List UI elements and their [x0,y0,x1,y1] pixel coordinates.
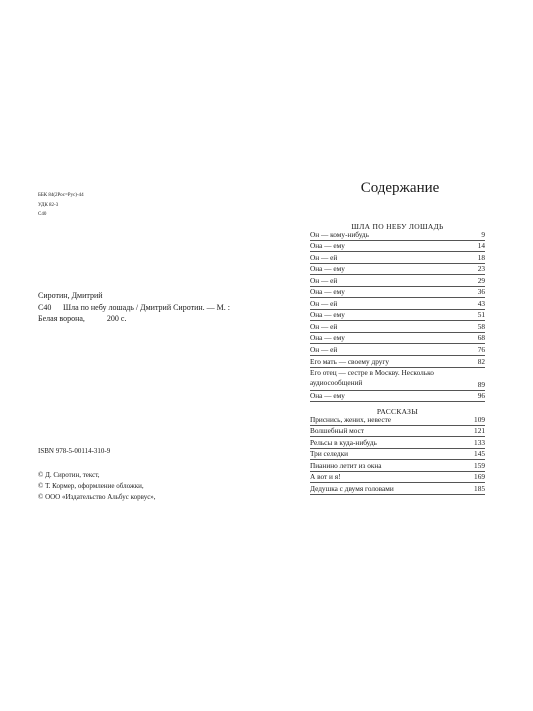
toc-entry [310,391,485,403]
toc-entry-page: 76 [477,345,485,355]
toc-entry-title: А вот и я! [310,472,341,482]
author-sign-code: С40 [38,212,47,217]
copyright-publisher: © ООО «Издательство Альбус корвус», [38,493,156,501]
toc-entry-title: Она — ему [310,264,345,274]
publisher: Белая ворона, [38,314,85,323]
toc-entry-title: Три селедки [310,449,349,459]
toc-entry-page: 145 [474,449,485,459]
toc-entry-title: Он — ей [310,345,338,355]
left-page [0,0,266,711]
toc-entry-title: Волшебный мост [310,426,365,436]
toc-entry-title: Она — ему [310,333,345,343]
toc-entry-title: Рельсы в куда-нибудь [310,437,377,447]
classification-codes [38,191,84,220]
catalog-code: С40 [38,302,52,312]
toc-entry [310,264,485,276]
toc-entry-title: Она — ему [310,310,345,320]
toc-entry [310,368,485,391]
toc-entry-page: 68 [477,333,485,343]
toc-entry [310,414,485,426]
toc-entry-title: Он — ей [310,321,338,331]
right-page [267,0,533,711]
publisher-line-row [38,313,238,325]
toc-list-stories [310,414,485,495]
toc-entry [310,356,485,368]
toc-entry [310,483,485,495]
toc-entry-title: Она — ему [310,241,345,251]
toc-entry-page: 23 [477,264,485,274]
toc-entry-page: 58 [477,321,485,331]
toc-entry-title: Она — ему [310,391,345,401]
toc-entry [310,287,485,299]
toc-entry-page: 82 [477,356,485,366]
toc-entry [310,460,485,472]
toc-entry [310,275,485,287]
copyright-cover: © Т. Кормер, оформление обложки, [38,482,144,490]
copyright-text: © Д. Сиротин, текст, [38,471,100,479]
section-heading-novel: ШЛА ПО НЕБУ ЛОШАДЬ [351,222,444,231]
toc-entry-title: Она — ему [310,287,345,297]
bbk-code: ББК 84(2Рос=Рус)-44 [38,193,84,198]
toc-title: Содержание [360,180,440,196]
toc-entry [310,241,485,253]
toc-entry-title: Дедушка с двумя головами [310,483,394,493]
toc-entry-page: 43 [477,298,485,308]
toc-entry-page: 159 [474,460,485,470]
toc-entry-title: Он — ей [310,252,338,262]
toc-entry-page: 51 [477,310,485,320]
title-line-row [38,302,238,314]
toc-entry-title: Он — ей [310,275,338,285]
toc-entry [310,426,485,438]
section-heading-stories: РАССКАЗЫ [376,407,419,416]
toc-entry-page: 18 [477,252,485,262]
toc-entry [310,437,485,449]
toc-list-novel [310,229,485,402]
toc-entry-page: 169 [474,472,485,482]
toc-entry-title: Он — ей [310,298,338,308]
bibliographic-record [38,290,238,325]
toc-entry-page: 185 [474,483,485,493]
toc-entry-page: 9 [481,229,485,239]
toc-entry [310,252,485,264]
toc-entry-page: 36 [477,287,485,297]
author-line: Сиротин, Дмитрий [38,291,103,300]
toc-entry-page: 121 [474,426,485,436]
udk-code: УДК 82-3 [38,202,59,208]
toc-entry-title: Он — кому-нибудь [310,229,369,239]
toc-entry [310,298,485,310]
toc-entry [310,333,485,345]
toc-entry-title: Его мать — своему другу [310,356,390,366]
toc-entry [310,344,485,356]
page-count: 200 с. [106,314,127,323]
title-line: Шла по небу лошадь / Дмитрий Сиротин. — М. : [63,302,230,312]
toc-entry-page: 133 [474,437,485,447]
toc-entry-page: 14 [477,241,485,251]
toc-entry [310,321,485,333]
toc-entry-title: Его отец — сестре в Москву. Несколько аудиосообщений [310,367,434,388]
toc-entry [310,229,485,241]
toc-entry-page: 29 [477,275,485,285]
toc-entry [310,449,485,461]
toc-entry-page: 109 [474,414,485,424]
toc-entry [310,472,485,484]
isbn: ISBN 978-5-00114-310-9 [38,447,111,455]
toc-entry-page: 89 [477,379,485,389]
toc-entry-title: Пианино летит из окна [310,460,382,470]
toc-entry [310,310,485,322]
toc-entry-title: Приснись, жених, невесте [310,414,392,424]
copyright-block [38,470,156,503]
toc-entry-page: 96 [477,391,485,401]
